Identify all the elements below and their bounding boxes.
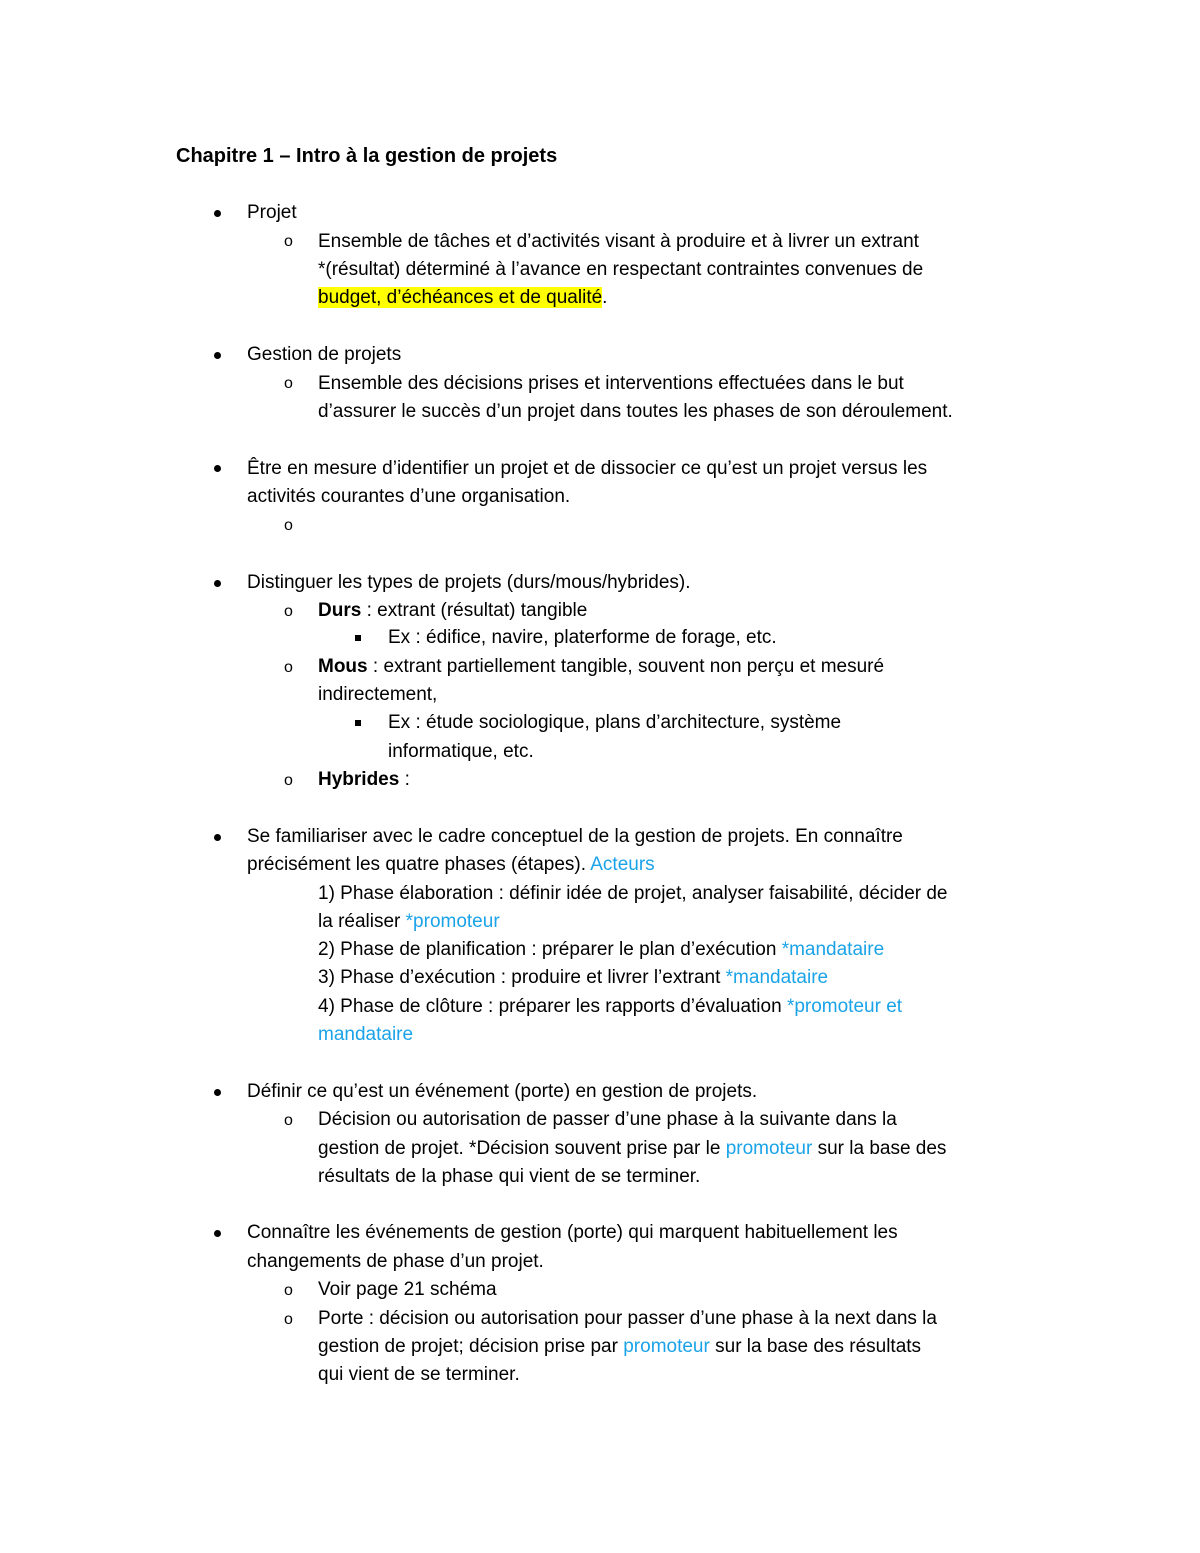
phase2-actor: *mandataire (781, 939, 885, 960)
item-types: Distinguer les types de projets (durs/mous/hybrides). (247, 572, 691, 593)
circle-bullet-icon: o (284, 517, 293, 534)
item-cadre-line1: Se familiariser avec le cadre conceptuel de la gestion de projets. En connaître (247, 826, 903, 847)
porte-line2 (318, 1333, 921, 1361)
bullet-icon (214, 352, 221, 359)
evenement-def-line3: résultats de la phase qui vient de se terminer. (318, 1166, 701, 1187)
item-connaitre-line2: changements de phase d’un projet. (247, 1251, 544, 1272)
acteurs-label: Acteurs (590, 854, 655, 875)
promoteur-label: promoteur (725, 1138, 813, 1159)
bullet-icon (214, 580, 221, 587)
circle-bullet-icon: o (284, 233, 293, 250)
circle-bullet-icon: o (284, 1311, 293, 1328)
evenement-text: gestion de projet. *Décision souvent prise par le (318, 1138, 726, 1159)
square-bullet-icon (355, 720, 361, 726)
circle-bullet-icon: o (284, 1282, 293, 1299)
bullet-icon (214, 210, 221, 217)
projet-def-line2: *(résultat) déterminé à l’avance en respectant contraintes convenues de (318, 259, 924, 280)
highlighted-text: budget, d’échéances et de qualité (318, 287, 603, 308)
item-gestion: Gestion de projets (247, 344, 402, 365)
mous-text: : extrant partiellement tangible, souvent non perçu et mesuré (367, 656, 885, 677)
phase2-line (318, 936, 884, 964)
gestion-def-line2: d’assurer le succès d’un projet dans toutes les phases de son déroulement. (318, 401, 953, 422)
projet-def-end: . (602, 287, 608, 308)
porte-line1: Porte : décision ou autorisation pour passer d’une phase à la next dans la (318, 1308, 937, 1329)
projet-def-line3 (318, 284, 607, 312)
phase3-line (318, 964, 828, 992)
phase4-line2: mandataire (318, 1024, 414, 1045)
bullet-icon (214, 834, 221, 841)
phase4-text: 4) Phase de clôture : préparer les rapports d’évaluation (318, 996, 787, 1017)
hybrides-label: Hybrides (318, 769, 400, 790)
durs-text: : extrant (résultat) tangible (361, 600, 588, 621)
phase3-actor: *mandataire (725, 967, 829, 988)
phase2-text: 2) Phase de planification : préparer le plan d’exécution (318, 939, 782, 960)
item-evenement: Définir ce qu’est un événement (porte) en gestion de projets. (247, 1081, 758, 1102)
item-cadre-line2 (247, 851, 655, 879)
phase1-line2 (318, 908, 500, 936)
durs-label: Durs (318, 600, 362, 621)
phase1-actor: *promoteur (405, 911, 500, 932)
cadre-text: précisément les quatre phases (étapes). (247, 854, 591, 875)
phase3-text: 3) Phase d’exécution : produire et livrer l’extrant (318, 967, 726, 988)
chapter-title: Chapitre 1 – Intro à la gestion de projets (176, 145, 558, 167)
evenement-def-line2 (318, 1135, 946, 1163)
types-hybrides (318, 766, 410, 794)
phase1-line1: 1) Phase élaboration : définir idée de projet, analyser faisabilité, décider de (318, 883, 948, 904)
types-durs (318, 597, 587, 625)
square-bullet-icon (355, 635, 361, 641)
evenement-def-line1: Décision ou autorisation de passer d’une phase à la suivante dans la (318, 1109, 897, 1130)
connaitre-voir: Voir page 21 schéma (318, 1279, 497, 1300)
circle-bullet-icon: o (284, 603, 293, 620)
mous-label: Mous (318, 656, 368, 677)
phase4-actor: *promoteur et (786, 996, 903, 1017)
bullet-icon (214, 1089, 221, 1096)
item-etre-line1: Être en mesure d’identifier un projet et de dissocier ce qu’est un projet versus les (247, 458, 928, 479)
porte-text: gestion de projet; décision prise par (318, 1336, 624, 1357)
types-mous-line2: indirectement, (318, 684, 438, 705)
porte-text-end: sur la base des résultats (709, 1336, 922, 1357)
item-connaitre-line1: Connaître les événements de gestion (porte) qui marquent habituellement les (247, 1222, 898, 1243)
circle-bullet-icon: o (284, 659, 293, 676)
item-etre-line2: activités courantes d’une organisation. (247, 486, 571, 507)
circle-bullet-icon: o (284, 375, 293, 392)
types-mous-line1 (318, 653, 884, 681)
promoteur-label: promoteur (623, 1336, 710, 1357)
mous-example-line1: Ex : étude sociologique, plans d’architecture, système (388, 712, 842, 733)
phase1-text: la réaliser (318, 911, 406, 932)
item-projet: Projet (247, 202, 297, 223)
mous-example-line2: informatique, etc. (388, 741, 534, 762)
bullet-icon (214, 465, 221, 472)
gestion-def-line1: Ensemble des décisions prises et interventions effectuées dans le but (318, 373, 904, 394)
phase4-line1 (318, 993, 902, 1021)
durs-example: Ex : édifice, navire, platerforme de forage, etc. (388, 627, 777, 648)
evenement-text-end: sur la base des (812, 1138, 947, 1159)
circle-bullet-icon: o (284, 772, 293, 789)
porte-line3: qui vient de se terminer. (318, 1364, 520, 1385)
bullet-icon (214, 1230, 221, 1237)
hybrides-text: : (399, 769, 410, 790)
circle-bullet-icon: o (284, 1112, 293, 1129)
projet-def-line1: Ensemble de tâches et d’activités visant à produire et à livrer un extrant (318, 231, 919, 252)
